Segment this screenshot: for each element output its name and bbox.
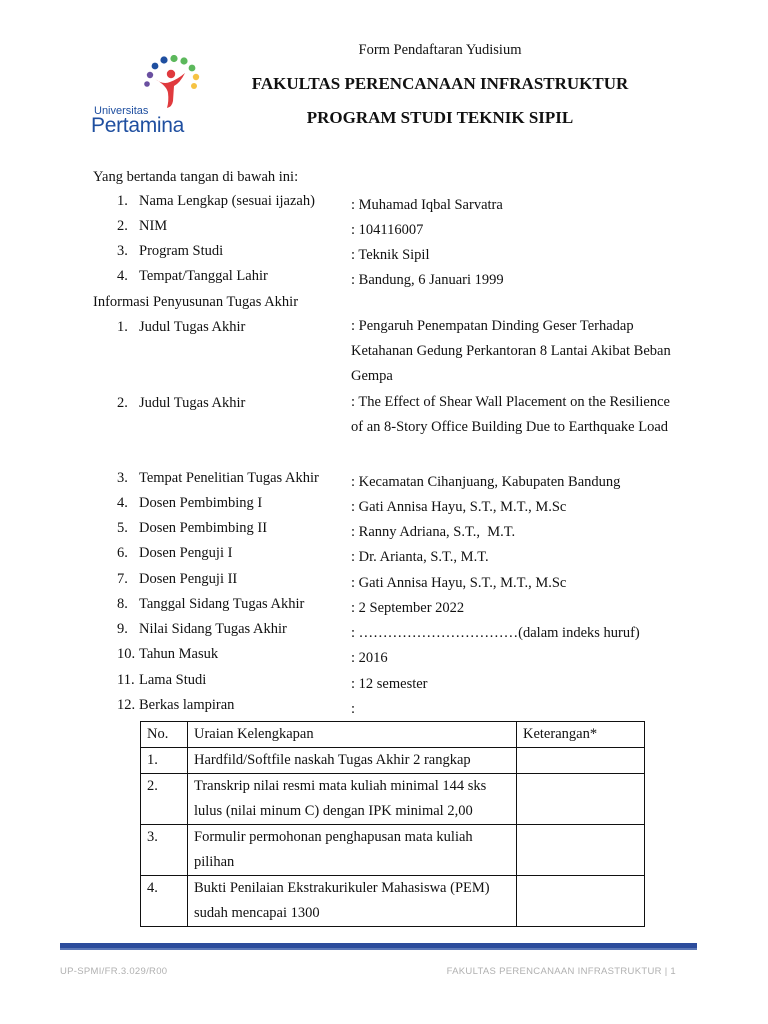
row-label: NIM bbox=[139, 218, 168, 234]
row-label: Dosen Pembimbing II bbox=[139, 520, 268, 536]
row-number: 10. bbox=[117, 646, 136, 662]
row-number: 8. bbox=[117, 596, 128, 612]
footer-divider-bar bbox=[60, 943, 697, 950]
table-header-cell: Uraian Kelengkapan bbox=[188, 722, 517, 748]
row-value: : Teknik Sipil bbox=[351, 247, 430, 263]
footer-doc-code: UP-SPMI/FR.3.029/R00 bbox=[60, 966, 168, 977]
row-value: : Gati Annisa Hayu, S.T., M.T., M.Sc bbox=[351, 575, 567, 591]
row-label: Berkas lampiran bbox=[139, 697, 235, 713]
row-value: : 2016 bbox=[351, 650, 388, 666]
form-label: Form Pendaftaran Yudisium bbox=[358, 42, 522, 58]
footer-page-label: FAKULTAS PERENCANAAN INFRASTRUKTUR | 1 bbox=[446, 966, 676, 977]
logo-name-label: Pertamina bbox=[91, 114, 185, 137]
row-number: 4. bbox=[117, 268, 128, 284]
table-header-cell: No. bbox=[141, 722, 188, 748]
row-number: 7. bbox=[117, 571, 128, 587]
row-value: : Bandung, 6 Januari 1999 bbox=[351, 272, 504, 288]
table-cell-note[interactable] bbox=[517, 748, 645, 774]
table-row bbox=[141, 876, 645, 927]
row-number: 2. bbox=[117, 395, 128, 411]
row-number: 1. bbox=[117, 193, 128, 209]
attachments-table bbox=[140, 721, 645, 927]
row-label: Judul Tugas Akhir bbox=[139, 319, 246, 335]
row-number: 1. bbox=[117, 319, 128, 335]
row-label: Judul Tugas Akhir bbox=[139, 395, 246, 411]
row-value: : Dr. Arianta, S.T., M.T. bbox=[351, 549, 489, 565]
section-thesis-title: Informasi Penyusunan Tugas Akhir bbox=[93, 294, 299, 310]
table-row bbox=[141, 774, 645, 825]
table-cell-note[interactable] bbox=[517, 876, 645, 927]
table-cell-desc: Bukti Penilaian Ekstrakurikuler Mahasiswa (PEM) sudah mencapai 1300 bbox=[188, 876, 517, 927]
row-value: : Pengaruh Penempatan Dinding Geser Terhadap Ketahanan Gedung Perkantoran 8 Lantai Akibat Beban Gempa bbox=[351, 318, 671, 384]
row-label: Dosen Penguji II bbox=[139, 571, 238, 587]
row-label: Nilai Sidang Tugas Akhir bbox=[139, 621, 287, 637]
table-cell-desc: Formulir permohonan penghapusan mata kuliah pilihan bbox=[188, 825, 517, 876]
table-cell-no: 3. bbox=[141, 825, 188, 876]
row-value: : Muhamad Iqbal Sarvatra bbox=[351, 197, 503, 213]
row-number: 11. bbox=[117, 672, 135, 688]
row-label: Tempat Penelitian Tugas Akhir bbox=[139, 470, 319, 486]
logo-university-label: Universitas bbox=[94, 105, 149, 117]
table-header-cell: Keterangan* bbox=[517, 722, 645, 748]
row-number: 4. bbox=[117, 495, 128, 511]
faculty-title: FAKULTAS PERENCANAAN INFRASTRUKTUR bbox=[251, 74, 629, 93]
row-value: : 2 September 2022 bbox=[351, 600, 465, 616]
row-label: Tempat/Tanggal Lahir bbox=[139, 268, 268, 284]
row-label: Tanggal Sidang Tugas Akhir bbox=[139, 596, 305, 612]
row-value: : The Effect of Shear Wall Placement on the Resilience of an 8-Story Office Building Due to Earthquake Load bbox=[351, 394, 670, 435]
row-value: : 12 semester bbox=[351, 676, 428, 692]
row-value: : Gati Annisa Hayu, S.T., M.T., M.Sc bbox=[351, 499, 567, 515]
row-number: 2. bbox=[117, 218, 128, 234]
table-cell-note[interactable] bbox=[517, 774, 645, 825]
table-row bbox=[141, 825, 645, 876]
program-title: PROGRAM STUDI TEKNIK SIPIL bbox=[306, 108, 574, 127]
table-cell-note[interactable] bbox=[517, 825, 645, 876]
row-number: 3. bbox=[117, 470, 128, 486]
row-label: Program Studi bbox=[139, 243, 224, 259]
intro-text: Yang bertanda tangan di bawah ini: bbox=[93, 169, 299, 185]
row-label: Tahun Masuk bbox=[139, 646, 219, 662]
row-label: Dosen Pembimbing I bbox=[139, 495, 263, 511]
row-value: : 104116007 bbox=[351, 222, 424, 238]
row-number: 3. bbox=[117, 243, 128, 259]
row-value: : ……………………………(dalam indeks huruf) bbox=[351, 625, 640, 641]
row-value: : Ranny Adriana, S.T., M.T. bbox=[351, 524, 516, 540]
row-label: Lama Studi bbox=[139, 672, 207, 688]
row-number: 9. bbox=[117, 621, 128, 637]
row-number: 6. bbox=[117, 545, 128, 561]
row-label: Dosen Penguji I bbox=[139, 545, 233, 561]
table-cell-no: 1. bbox=[141, 748, 188, 774]
row-number: 12. bbox=[117, 697, 136, 713]
table-cell-no: 4. bbox=[141, 876, 188, 927]
row-number: 5. bbox=[117, 520, 128, 536]
row-value: : bbox=[351, 701, 356, 717]
row-label: Nama Lengkap (sesuai ijazah) bbox=[139, 193, 315, 209]
table-cell-no: 2. bbox=[141, 774, 188, 825]
table-row bbox=[141, 748, 645, 774]
table-cell-desc: Transkrip nilai resmi mata kuliah minimal 144 sks lulus (nilai minum C) dengan IPK minimal 2,00 bbox=[188, 774, 517, 825]
table-header-row bbox=[141, 722, 645, 748]
table-cell-desc: Hardfild/Softfile naskah Tugas Akhir 2 rangkap bbox=[188, 748, 517, 774]
row-value: : Kecamatan Cihanjuang, Kabupaten Bandung bbox=[351, 474, 621, 490]
